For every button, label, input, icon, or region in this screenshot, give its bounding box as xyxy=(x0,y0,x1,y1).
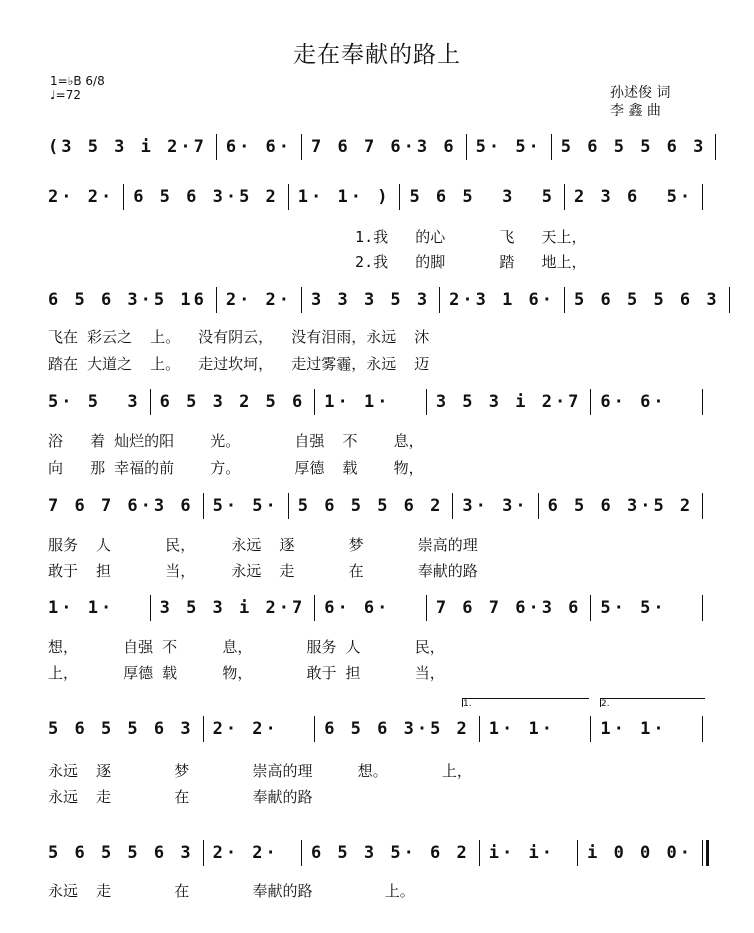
measure: 6· 6· xyxy=(225,137,293,157)
measure: (3 5 3 i 2·7 xyxy=(48,137,207,157)
measure: 6 5 6 3·5 2 xyxy=(547,496,694,516)
notation-measures xyxy=(48,712,712,746)
barline xyxy=(301,134,302,160)
measure: 3 3 3 5 3 xyxy=(311,290,431,310)
volta-second: 2. xyxy=(600,698,705,707)
barline xyxy=(715,134,716,160)
barline xyxy=(479,716,480,742)
final-barline xyxy=(706,840,709,866)
measure: 5· 5· xyxy=(600,598,667,618)
notation-measures xyxy=(48,591,712,625)
composer: 李 鑫 曲 xyxy=(610,103,661,119)
notation-row xyxy=(48,836,712,870)
key-line: 1=♭B 6/8 xyxy=(50,74,105,88)
measure: 5 6 5 5 6 2 xyxy=(297,496,444,516)
measure: 5 6 5 5 6 3 xyxy=(48,843,194,863)
measure: 6 5 6 3·5 2 xyxy=(133,187,279,207)
measure: 2· 2· xyxy=(212,843,279,863)
notation-row xyxy=(48,385,712,419)
measure: 3· 3· xyxy=(462,496,529,516)
song-title: 走在奉献的路上 xyxy=(293,42,461,68)
barline xyxy=(551,134,552,160)
notation-measures xyxy=(48,180,712,214)
notation-row xyxy=(48,489,712,523)
measure: 7 6 7 6·3 6 xyxy=(435,598,582,618)
lyric-line: 飞在 彩云之 上。 没有阴云， 没有泪雨，永远 沐 xyxy=(48,328,430,346)
barline xyxy=(564,184,565,210)
notation-measures xyxy=(48,489,712,523)
tempo-line: ♩=72 xyxy=(50,88,81,102)
measure: 6· 6· xyxy=(324,598,391,618)
barline xyxy=(426,595,427,621)
notation-row xyxy=(48,283,720,317)
lyric-line: 浴 着 灿烂的阳 光。 自强 不 息， xyxy=(48,432,424,450)
notation-row xyxy=(48,180,712,214)
lyric-line: 敢于 担 当， 永远 走 在 奉献的路 xyxy=(48,562,478,580)
lyricist: 孙述俊 词 xyxy=(610,85,671,101)
lyric-line: 永远 走 在 奉献的路 上。 xyxy=(48,882,415,900)
barline xyxy=(314,389,315,415)
measure: 5· 5 3 xyxy=(48,392,141,412)
measure: 2· 2· xyxy=(212,719,279,739)
lyric-line: 永远 逐 梦 崇高的理 想。 上， xyxy=(48,762,472,780)
measure: 5· 5· xyxy=(475,137,542,157)
measure: i 0 0 0· xyxy=(587,843,693,863)
notation-measures xyxy=(48,130,712,164)
barline xyxy=(203,840,204,866)
measure: i· i· xyxy=(488,843,555,863)
barline xyxy=(702,716,703,742)
barline xyxy=(203,716,204,742)
lyric-line: 上， 厚德 载 物， 敢于 担 当， xyxy=(48,664,445,682)
barline xyxy=(590,716,591,742)
barline xyxy=(702,389,703,415)
credits xyxy=(610,84,670,120)
measure: 6 5 6 3·5 2 xyxy=(324,719,470,739)
barline xyxy=(479,840,480,866)
measure: 5 6 5 5 6 3 xyxy=(574,290,720,310)
barline xyxy=(577,840,578,866)
measure: 7 6 7 6·3 6 xyxy=(48,496,194,516)
measure: 1· 1· xyxy=(48,598,115,618)
notation-measures xyxy=(48,385,712,419)
measure: 2 3 6 5· xyxy=(574,187,694,207)
measure: 3 5 3 i 2·7 xyxy=(159,598,306,618)
measure: 2· 2· xyxy=(225,290,293,310)
measure: 7 6 7 6·3 6 xyxy=(311,137,457,157)
lyric-line: 2.我 的脚 踏 地上， xyxy=(48,253,587,271)
notation-row xyxy=(48,591,712,625)
lyric-line: 服务 人 民， 永远 逐 梦 崇高的理 xyxy=(48,536,478,554)
barline xyxy=(288,493,289,519)
barline xyxy=(439,287,440,313)
barline xyxy=(216,287,217,313)
barline xyxy=(564,287,565,313)
barline xyxy=(399,184,400,210)
barline xyxy=(123,184,124,210)
measure: 5· 5· xyxy=(212,496,279,516)
barline xyxy=(466,134,467,160)
measure: 3 5 3 i 2·7 xyxy=(435,392,582,412)
measure: 5 6 5 5 6 3 xyxy=(560,137,707,157)
barline xyxy=(729,287,730,313)
barline xyxy=(702,493,703,519)
barline xyxy=(314,595,315,621)
measure: 5 6 5 3 5 xyxy=(409,187,556,207)
measure: 6· 6· xyxy=(600,392,667,412)
notation-row xyxy=(48,130,712,164)
measure: 1· 1· xyxy=(488,719,555,739)
lyric-line: 踏在 大道之 上。 走过坎坷， 走过雾霾，永远 迈 xyxy=(48,355,430,373)
barline xyxy=(314,716,315,742)
barline xyxy=(216,134,217,160)
barline xyxy=(426,389,427,415)
barline xyxy=(301,287,302,313)
barline xyxy=(702,595,703,621)
notation-row xyxy=(48,712,712,746)
barline xyxy=(702,184,703,210)
measure: 2·3 1 6· xyxy=(449,290,556,310)
measure: 1· 1· xyxy=(600,719,667,739)
notation-measures xyxy=(48,836,712,870)
measure: 6 5 3 2 5 6 xyxy=(159,392,306,412)
barline xyxy=(301,840,302,866)
notation-measures xyxy=(48,283,720,317)
barline xyxy=(590,595,591,621)
barline xyxy=(150,389,151,415)
barline xyxy=(702,840,703,866)
measure: 1· 1· ) xyxy=(297,187,391,207)
volta-first: 1. xyxy=(462,698,589,707)
lyric-line: 想， 自强 不 息， 服务 人 民， xyxy=(48,638,445,656)
lyric-line: 1.我 的心 飞 天上， xyxy=(48,228,587,246)
measure: 5 6 5 5 6 3 xyxy=(48,719,194,739)
measure: 1· 1· xyxy=(324,392,391,412)
key-signature xyxy=(50,74,105,102)
measure: 6 5 6 3·5 16 xyxy=(48,290,207,310)
barline xyxy=(538,493,539,519)
barline xyxy=(590,389,591,415)
measure: 6 5 3 5· 6 2 xyxy=(310,843,470,863)
barline xyxy=(452,493,453,519)
lyric-line: 向 那 幸福的前 方。 厚德 载 物， xyxy=(48,459,424,477)
barline xyxy=(288,184,289,210)
lyric-line: 永远 走 在 奉献的路 xyxy=(48,788,313,806)
barline xyxy=(203,493,204,519)
barline xyxy=(150,595,151,621)
measure: 2· 2· xyxy=(48,187,115,207)
